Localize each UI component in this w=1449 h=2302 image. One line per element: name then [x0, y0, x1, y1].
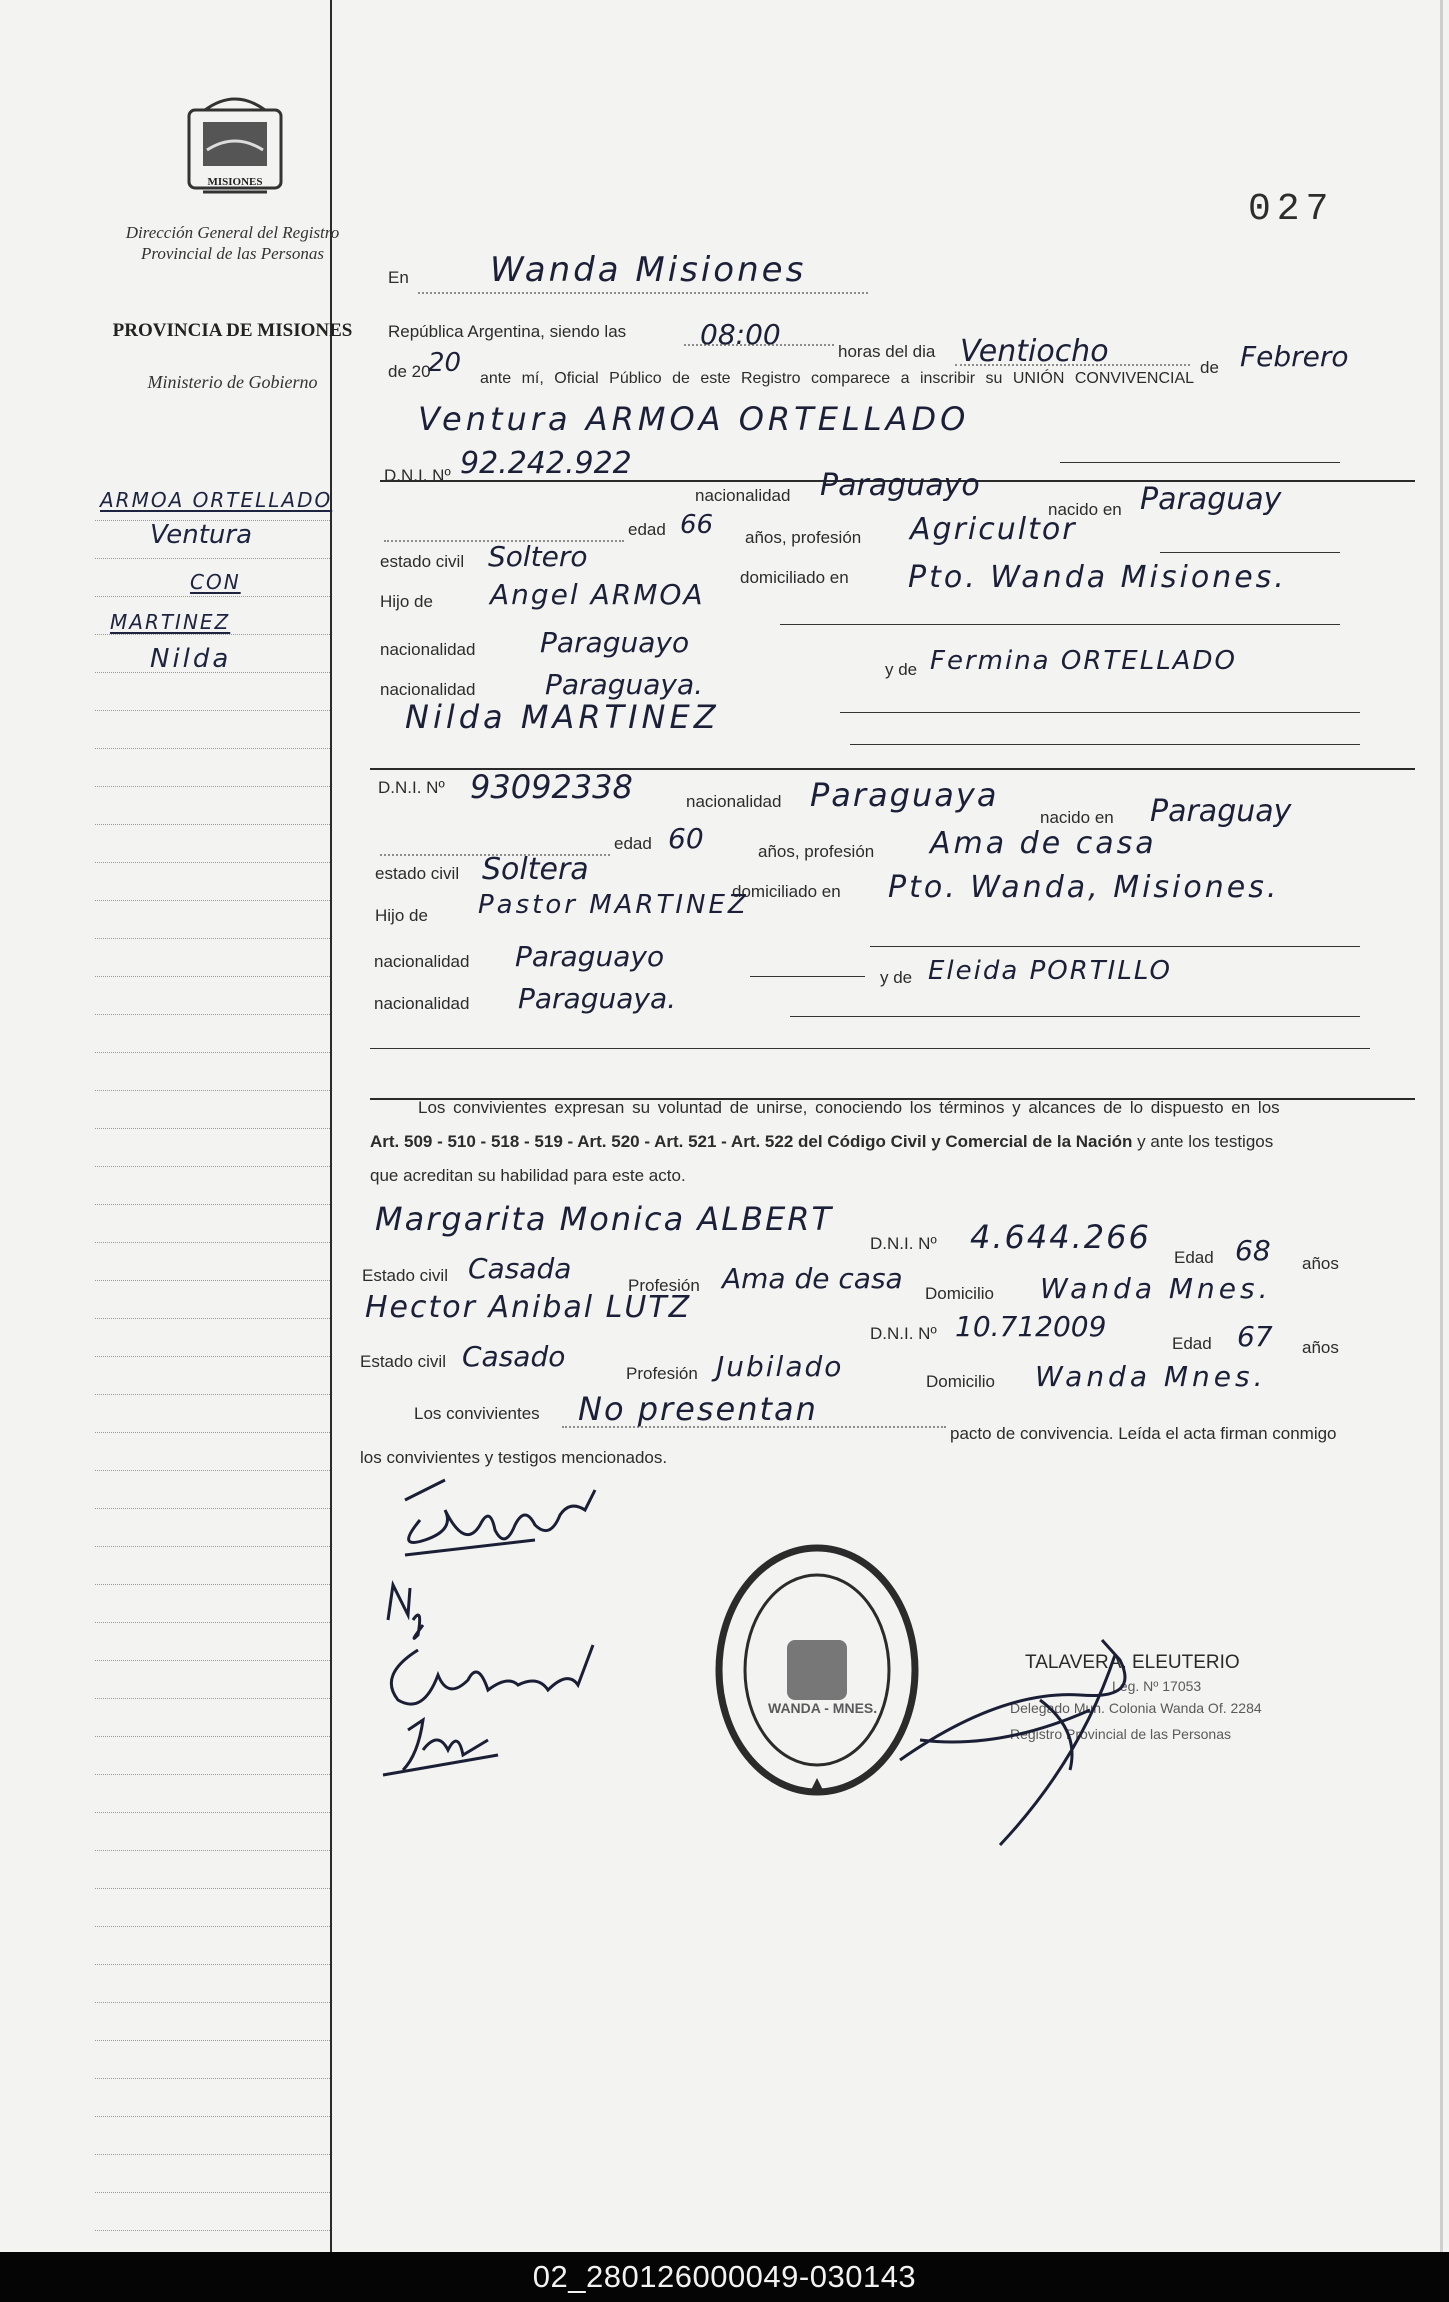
official-legajo: Leg. Nº 17053: [1112, 1678, 1202, 1694]
w2-dni-label: D.N.I. Nº: [870, 1324, 937, 1343]
margin-rule: [95, 558, 330, 559]
w2-name: Hector Anibal LUTZ: [365, 1290, 692, 1325]
w2-estado-value: Casado: [462, 1340, 566, 1373]
w1-profesion-label: Profesión: [628, 1276, 700, 1295]
p2-nac-label: nacionalidad: [686, 792, 782, 811]
margin-party1-surname: ARMOA ORTELLADO: [100, 488, 333, 512]
w1-estado-value: Casada: [468, 1252, 572, 1285]
p2-profesion-value: Ama de casa: [930, 826, 1157, 861]
margin-rule: [95, 672, 330, 673]
p2-estado-label: estado civil: [375, 864, 460, 883]
declaration-articles: Art. 509 - 510 - 518 - 519 - Art. 520 - Art. 521 - Art. 522 del Código Civil y Comercial de la Nación: [370, 1132, 1133, 1151]
p1-yde-label: y de: [885, 660, 918, 679]
declaration-line2: [370, 1132, 1273, 1152]
blank-line: [780, 624, 1340, 625]
p2-nac-value: Paraguaya: [810, 776, 999, 814]
pacto-label: pacto de convivencia. Leída el acta firman conmigo: [950, 1424, 1337, 1443]
margin-rule: [95, 1660, 330, 1661]
page-number: 027: [1248, 188, 1335, 231]
w1-edad-value: 68: [1235, 1234, 1271, 1267]
margin-rule: [95, 1926, 330, 1927]
place-dotline: [418, 292, 868, 294]
margin-rule: [95, 710, 330, 711]
province-seal-icon: [185, 92, 285, 207]
declaration-line3: que acreditan su habilidad para este acto.: [370, 1166, 686, 1185]
w2-profesion-value: Jubilado: [716, 1350, 844, 1383]
p2-edad-value: 60: [668, 822, 704, 855]
margin-rule: [95, 786, 330, 787]
w2-profesion-label: Profesión: [626, 1364, 698, 1383]
margin-party2-name: Nilda: [150, 644, 232, 674]
p2-madre-nac-label: nacionalidad: [374, 994, 470, 1013]
margin-party1-name: Ventura: [150, 520, 253, 550]
margin-rule: [95, 1394, 330, 1395]
signature-party1: [385, 1470, 615, 1585]
margin-rule: [95, 1546, 330, 1547]
margin-rule: [95, 1432, 330, 1433]
p2-dni-value: 93092338: [470, 768, 633, 806]
page-edge: [1440, 0, 1443, 2252]
margin-rule: [95, 2154, 330, 2155]
w2-domicilio-label: Domicilio: [926, 1372, 995, 1391]
p1-estado-value: Soltero: [488, 540, 588, 573]
margin-rule: [95, 1052, 330, 1053]
margin-connector: CON: [190, 570, 241, 594]
margin-rule: [95, 1774, 330, 1775]
intro-text: ante mí, Oficial Público de este Registro comparece a inscribir su UNIÓN CONVIVENCIAL: [480, 370, 1195, 387]
p1-nacido-label: nacido en: [1048, 500, 1122, 519]
p1-edad-value: 66: [680, 510, 714, 540]
margin-rule: [95, 2192, 330, 2193]
margin-rule: [95, 1850, 330, 1851]
p1-estado-label: estado civil: [380, 552, 465, 571]
margin-rule: [95, 520, 330, 521]
en-label: En: [388, 268, 409, 287]
margin-rule: [95, 596, 330, 597]
margin-party2-surname: MARTINEZ: [110, 610, 231, 634]
blank-line: [750, 976, 865, 977]
p1-domicilio-value: Pto. Wanda Misiones.: [908, 560, 1287, 595]
p1-dni-label: D.N.I. Nº: [384, 466, 451, 485]
margin-rule: [95, 1128, 330, 1129]
seal-text: MISIONES: [207, 176, 263, 188]
blank-line: [790, 1016, 1360, 1017]
p2-madre-nac-value: Paraguaya.: [518, 982, 677, 1015]
margin-rule: [95, 1356, 330, 1357]
w2-edad-label: Edad: [1172, 1334, 1212, 1353]
blank-line: [840, 712, 1360, 713]
p1-dni-value: 92.242.922: [460, 446, 632, 481]
w2-domicilio-value: Wanda Mnes.: [1035, 1360, 1267, 1393]
pacto-value: No presentan: [578, 1390, 818, 1428]
margin-rule: [95, 1888, 330, 1889]
margin-rule: [95, 862, 330, 863]
convivientes-label: Los convivientes: [414, 1404, 540, 1423]
margin-rule: [95, 748, 330, 749]
w1-domicilio-value: Wanda Mnes.: [1040, 1272, 1272, 1305]
official-delegado: Delegado Mun. Colonia Wanda Of. 2284: [1010, 1700, 1262, 1716]
p2-nacido-value: Paraguay: [1150, 794, 1292, 829]
de-label: de: [1200, 358, 1219, 377]
p2-yde-label: y de: [880, 968, 913, 987]
month-value: Febrero: [1240, 340, 1349, 373]
p2-profesion-label: años, profesión: [758, 842, 875, 861]
p2-padre-value: Pastor MARTINEZ: [478, 890, 749, 920]
margin-rule: [95, 2002, 330, 2003]
time-value: 08:00: [700, 318, 781, 351]
p1-nacido-value: Paraguay: [1140, 482, 1282, 517]
place-value: Wanda Misiones: [490, 250, 807, 290]
w1-name: Margarita Monica ALBERT: [375, 1200, 834, 1238]
margin-rule: [95, 1964, 330, 1965]
p2-hijo-label: Hijo de: [375, 906, 428, 925]
party1-full-name: Ventura ARMOA ORTELLADO: [418, 400, 970, 438]
margin-rule: [95, 1166, 330, 1167]
p2-padre-nac-label: nacionalidad: [374, 952, 470, 971]
party2-full-name: Nilda MARTINEZ: [405, 698, 720, 736]
p1-padre-nac-label: nacionalidad: [380, 640, 476, 659]
p1-nac-value: Paraguayo: [820, 468, 980, 503]
ministry-name: Ministerio de Gobierno: [147, 372, 318, 392]
round-seal-place: WANDA - MNES.: [768, 1700, 878, 1716]
p2-domicilio-label: domiciliado en: [732, 882, 841, 901]
w1-profesion-value: Ama de casa: [722, 1262, 903, 1295]
margin-rule: [95, 2078, 330, 2079]
w1-edad-label: Edad: [1174, 1248, 1214, 1267]
margin-rule: [95, 1318, 330, 1319]
official-registry: Registro Provincial de las Personas: [1010, 1726, 1231, 1742]
horas-label: horas del dia: [838, 342, 936, 361]
margin-rule: [95, 938, 330, 939]
p2-madre-value: Eleida PORTILLO: [928, 956, 1172, 986]
p1-hijo-label: Hijo de: [380, 592, 433, 611]
margin-rule: [95, 900, 330, 901]
margin-rule: [95, 2230, 330, 2231]
p1-edad-label: edad: [628, 520, 666, 539]
margin-rule: [95, 1280, 330, 1281]
official-name: TALAVERA, ELEUTERIO: [1025, 1652, 1240, 1673]
blank-line: [1160, 552, 1340, 553]
p2-dni-label: D.N.I. Nº: [378, 778, 445, 797]
w2-anos-label: años: [1302, 1338, 1339, 1357]
margin-rule: [95, 1812, 330, 1813]
declaration-line2-rest: y ante los testigos: [1137, 1132, 1274, 1151]
year-prefix: de 20: [388, 362, 431, 381]
p1-madre-nac-value: Paraguaya.: [545, 668, 704, 701]
margin-rule: [95, 1090, 330, 1091]
margin-rule: [95, 1584, 330, 1585]
p2-estado-value: Soltera: [482, 852, 589, 887]
margin-rule: [95, 634, 330, 635]
p1-profesion-label: años, profesión: [745, 528, 862, 547]
p2-padre-nac-value: Paraguayo: [515, 940, 665, 973]
p1-padre-value: Angel ARMOA: [490, 578, 705, 611]
margin-rule: [95, 1014, 330, 1015]
margin-rule: [95, 1204, 330, 1205]
day-value: Ventiocho: [960, 334, 1109, 369]
margin-rule: [95, 976, 330, 977]
margin-rule: [95, 1622, 330, 1623]
official-signature: [880, 1620, 1180, 1850]
margin-rule: [95, 1736, 330, 1737]
p1-padre-nac-value: Paraguayo: [540, 626, 690, 659]
margin-rule: [95, 1508, 330, 1509]
blank-line: [850, 744, 1360, 745]
blank-line: [870, 946, 1360, 947]
year-suffix: 20: [428, 348, 462, 378]
margin-rule: [95, 2116, 330, 2117]
w2-estado-label: Estado civil: [360, 1352, 446, 1371]
margin-rule: [95, 1698, 330, 1699]
blank-line: [370, 1048, 1370, 1049]
p2-nacido-label: nacido en: [1040, 808, 1114, 827]
w1-estado-label: Estado civil: [362, 1266, 448, 1285]
p2-edad-label: edad: [614, 834, 652, 853]
margin-rule: [95, 2040, 330, 2041]
republica-label: República Argentina, siendo las: [388, 322, 627, 341]
province-name: PROVINCIA DE MISIONES: [112, 320, 353, 341]
margin-rule: [95, 1470, 330, 1471]
closing-line2: los convivientes y testigos mencionados.: [360, 1448, 668, 1467]
declaration-line1: Los convivientes expresan su voluntad de unirse, conociendo los términos y alcances de lo dispuesto en los: [418, 1098, 1280, 1117]
p2-domicilio-value: Pto. Wanda, Misiones.: [888, 870, 1280, 905]
scan-id-footer: 02_280126000049-030143: [0, 2252, 1449, 2302]
p1-madre-value: Fermina ORTELLADO: [930, 646, 1237, 676]
w2-edad-value: 67: [1237, 1320, 1273, 1353]
blank-line: [1060, 462, 1340, 463]
margin-rule: [95, 1242, 330, 1243]
margin-rule: [95, 824, 330, 825]
w1-domicilio-label: Domicilio: [925, 1284, 994, 1303]
agency-name: Dirección General del Registro Provincial de las Personas: [125, 223, 340, 263]
signature-party2-and-witnesses: [378, 1580, 678, 1790]
p1-profesion-value: Agricultor: [910, 512, 1077, 547]
w1-anos-label: años: [1302, 1254, 1339, 1273]
p1-domicilio-label: domiciliado en: [740, 568, 849, 587]
w2-dni-value: 10.712009: [955, 1310, 1107, 1343]
w1-dni-label: D.N.I. Nº: [870, 1234, 937, 1253]
p1-nac-label: nacionalidad: [695, 486, 791, 505]
p1-madre-nac-label: nacionalidad: [380, 680, 476, 699]
w1-dni-value: 4.644.266: [970, 1218, 1151, 1256]
